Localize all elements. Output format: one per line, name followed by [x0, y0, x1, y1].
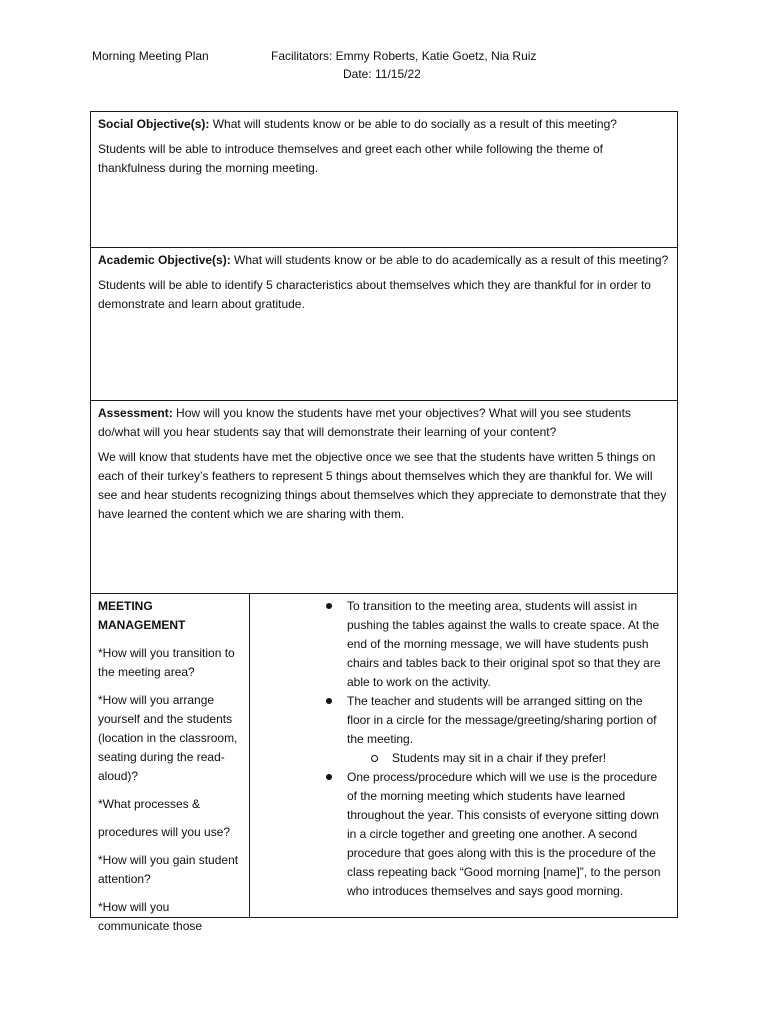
document-title: Morning Meeting Plan [92, 49, 209, 63]
prompt-communicate: *How will you communicate those [98, 900, 203, 933]
assessment-prompt [98, 404, 669, 442]
bullet-icon [326, 698, 332, 704]
prompt-attention: *How will you gain student attention? [98, 853, 239, 886]
list-item: To transition to the meeting area, students will assist in pushing the tables against the walls to create space. At the end of the morning message, we will have students push chairs and tables back to their original spot so that they are able to work on the activity. [250, 597, 669, 692]
social-objective-label: Social Objective(s): [98, 117, 210, 131]
academic-objective-prompt [98, 251, 669, 270]
prompt-processes: *What processes & [98, 797, 201, 811]
prompt-procedures: procedures will you use? [98, 825, 231, 839]
academic-objective-label: Academic Objective(s): [98, 253, 231, 267]
social-objective-prompt [98, 115, 669, 134]
social-objective-answer: Students will be able to introduce themselves and greet each other while following the theme of thankfulness during the morning meeting. [98, 142, 603, 175]
hollow-bullet-icon [371, 755, 378, 762]
assessment-question: How will you know the students have met your objectives? What will you see students do/what will you hear students say that will demonstrate their learning of your content? [98, 406, 631, 439]
prompt-transition: *How will you transition to the meeting area? [98, 646, 235, 679]
assessment-label: Assessment: [98, 406, 173, 420]
social-objective-section [90, 111, 678, 248]
list-item: The teacher and students will be arranged sitting on the floor in a circle for the message/greeting/sharing portion of the meeting. Students may sit in a chair if they prefer! [250, 692, 669, 768]
assessment-section [90, 400, 678, 594]
answer-list [250, 597, 669, 901]
meeting-management-prompts [90, 593, 250, 933]
bullet-icon [326, 774, 332, 780]
date-line: Date: 11/15/22 [343, 67, 421, 81]
meeting-management-heading: MEETING MANAGEMENT [98, 599, 186, 632]
academic-objective-question: What will students know or be able to do academically as a result of this meeting? [230, 253, 669, 267]
list-item: One process/procedure which will we use is the procedure of the morning meeting which students have learned throughout the year. This consists of everyone sitting down in a circle together and greeting one another. A second procedure that goes along with this is the procedure of the class repeating back “Good morning [name]”, to the person who introduces themselves and says good morning. [250, 768, 669, 901]
academic-objective-answer: Students will be able to identify 5 characteristics about themselves which they are thankful for in order to demonstrate and learn about gratitude. [98, 278, 651, 311]
assessment-answer: We will know that students have met the objective once we see that the students have written 5 things on each of their turkey’s feathers to represent 5 things about themselves which they are thankful for. We will see and hear students recognizing things about themselves which they appreciate to demonstrate that they have learned the content which we are sharing with them. [98, 450, 667, 521]
academic-objective-section [90, 247, 678, 401]
sub-list [347, 749, 669, 768]
sub-list-item: Students may sit in a chair if they prefer! [347, 749, 669, 768]
facilitators-line: Facilitators: Emmy Roberts, Katie Goetz, Nia Ruiz [271, 49, 537, 63]
prompt-arrangement: *How will you arrange yourself and the students (location in the classroom, seating during the read-aloud)? [98, 693, 238, 783]
meeting-management-answers [249, 593, 678, 918]
social-objective-question: What will students know or be able to do socially as a result of this meeting? [209, 117, 617, 131]
bullet-icon [326, 603, 332, 609]
